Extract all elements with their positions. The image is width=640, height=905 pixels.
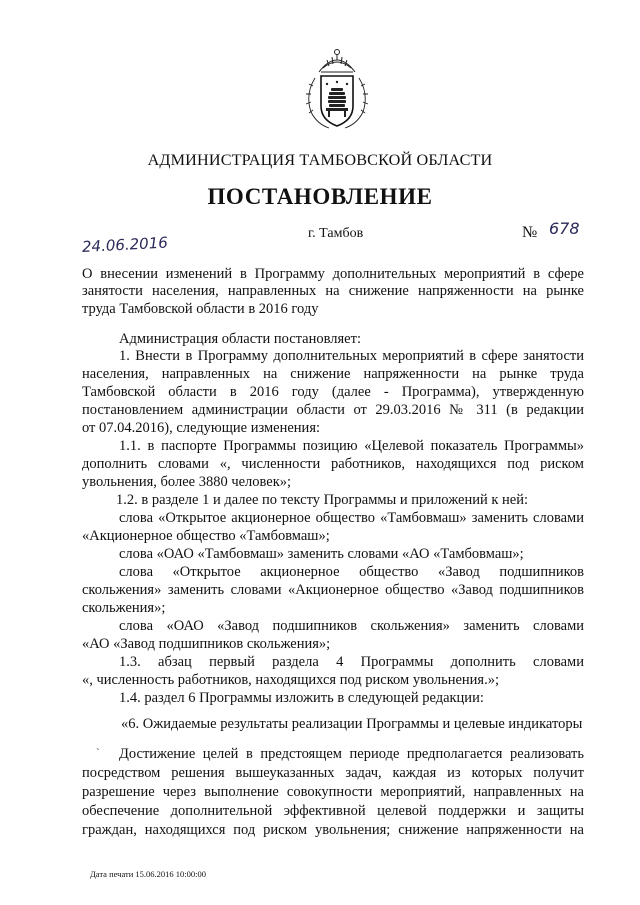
body-line: слова «ОАО «Тамбовмаш» заменить словами «АО «Тамбовмаш»; xyxy=(119,546,524,562)
subject-line: труда Тамбовской области в 2016 году xyxy=(82,300,319,317)
body-line: слова «ОАО «Завод подшипников скольжения» заменить словами xyxy=(119,618,584,634)
section-heading: «6. Ожидаемые результаты реализации Программы и целевые индикаторы xyxy=(121,716,583,732)
body-line: населения, направленных на снижение напряженности на рынке труда xyxy=(82,366,584,382)
body-line: граждан, находящихся под риском увольнения; снижение напряженности на xyxy=(82,822,584,838)
tambov-coat-of-arms-icon xyxy=(301,44,373,134)
body-line: «АО «Завод подшипников скольжения»; xyxy=(82,636,331,652)
body-line: разрешение через выполнение совокупности мероприятий, направленных на xyxy=(82,784,584,800)
body-line: 1. Внести в Программу дополнительных мероприятий в сфере занятости xyxy=(119,348,584,364)
margin-mark: ˋ xyxy=(96,747,100,759)
body-line: слова «Открытое акционерное общество «Тамбовмаш» заменить словами xyxy=(119,510,584,526)
organization-title: АДМИНИСТРАЦИЯ ТАМБОВСКОЙ ОБЛАСТИ xyxy=(147,151,493,169)
handwritten-number: 678 xyxy=(549,219,580,238)
body-line: Администрация области постановляет: xyxy=(119,331,361,347)
body-line: от 07.04.2016), следующие изменения: xyxy=(82,420,321,436)
body-line: посредством решения вышеуказанных задач, каждая из которых получит xyxy=(82,765,584,781)
body-line: 1.4. раздел 6 Программы изложить в следующей редакции: xyxy=(119,690,484,706)
body-line: слова «Открытое акционерное общество «Завод подшипников xyxy=(119,564,584,580)
city-label: г. Тамбов xyxy=(308,226,364,241)
document-subject xyxy=(82,266,584,318)
body-line: Тамбовской области в 2016 году (далее - Программа), утвержденную xyxy=(82,384,584,400)
subject-line: занятости населения, направленных на снижение напряженности на рынке xyxy=(82,283,584,300)
body-line: постановлением администрации области от 29.03.2016 № 311 (в редакции xyxy=(82,402,584,418)
body-line: скольжения»; xyxy=(82,600,166,616)
handwritten-date: 24.06.2016 xyxy=(81,233,169,256)
body-line: дополнить словами «, численности работников, находящихся под риском xyxy=(82,456,584,472)
body-line: увольнения, более 3880 человек»; xyxy=(82,474,292,490)
body-line: «, численность работников, находящихся под риском увольнения.»; xyxy=(82,672,500,688)
body-line: обеспечение дополнительной эффективной целевой поддержки и защиты xyxy=(82,803,584,819)
body-line: 1.1. в паспорте Программы позицию «Целевой показатель Программы» xyxy=(119,438,584,454)
subject-line: О внесении изменений в Программу дополнительных мероприятий в сфере xyxy=(82,266,584,282)
document-type-title: ПОСТАНОВЛЕНИЕ xyxy=(207,184,433,209)
body-line: «Акционерное общество «Тамбовмаш»; xyxy=(82,528,330,544)
print-date-footer: Дата печати 15.06.2016 10:00:00 xyxy=(90,869,206,879)
body-line: 1.2. в разделе 1 и далее по тексту Программы и приложений к ней: xyxy=(116,492,529,508)
body-line: скольжения» заменить словами «Акционерное общество «Завод подшипников xyxy=(82,582,584,598)
body-line: Достижение целей в предстоящем периоде предполагается реализовать xyxy=(119,746,584,762)
body-line: 1.3. абзац первый раздела 4 Программы дополнить словами xyxy=(119,654,584,670)
number-label: № xyxy=(522,224,538,241)
